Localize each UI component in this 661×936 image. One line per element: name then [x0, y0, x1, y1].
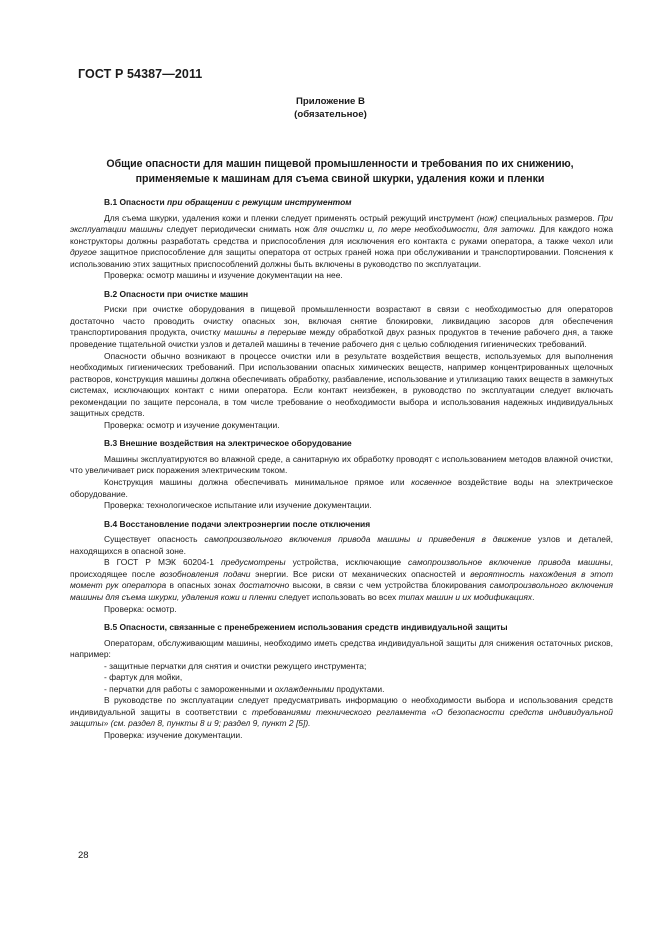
paragraph: В руководстве по эксплуатации следует предусматривать информацию о необходимости выбора и использования средств индивидуальной защиты в соответствии с требованиями технического регламента «О безопасности средств индивидуальной защиты» (см. раздел 8, пункты 8 и 9; раздел 9, пункт 2 [5]).: [70, 695, 613, 729]
section-heading-b2: В.2 Опасности при очистке машин: [104, 288, 249, 299]
appendix-label: Приложение В: [296, 96, 365, 107]
paragraph: Операторам, обслуживающим машины, необходимо иметь средства индивидуальной защиты для снижения остаточных рисков, например:: [70, 637, 613, 660]
appendix-status: (обязательное): [294, 109, 367, 120]
section-heading-b4: В.4 Восстановление подачи электроэнергии после отключения: [104, 518, 371, 529]
paragraph: Риски при очистке оборудования в пищевой промышленности возрастают в связи с необходимостью для операторов достаточно часто проводить очистку опасных зон, включая снятие блокировки, ликвидацию засоров для обеспечения транспортирования продукта, очистку машины в перерыве между обработкой двух разных продуктов в течение рабочего дня, а также проведение тщательной очистки узлов и деталей машины в течение рабочего дня с целью соблюдения гигиенических требований.: [70, 304, 613, 350]
verification-note: Проверка: осмотр машины и изучение документации на нее.: [104, 270, 343, 281]
document-body: [70, 197, 613, 742]
appendix-title-line1: Общие опасности для машин пищевой промышленности и требования по их снижению,: [106, 158, 574, 170]
appendix-title-line2: применяемые к машинам для съема свиной шкурки, удаления кожи и пленки: [135, 172, 545, 185]
list-item: - перчатки для работы с замороженными и охлажденными продуктами.: [104, 683, 385, 694]
standard-designation: ГОСТ Р 54387—2011: [78, 67, 203, 81]
paragraph: Существует опасность самопроизвольного включения привода машины и приведения в движение узлов и деталей, находящихся в опасной зоне.: [70, 534, 614, 556]
paragraph: Опасности обычно возникают в процессе очистки или в результате воздействия веществ, используемых для выполнения необходимых гигиенических требований. При использовании опасных химических веществ, например концентрированных щелочных растворов, конструкция машины должна обеспечивать обработку, разбавление, использование и утилизацию таких веществ в замкнутых системах, исключающих контакт с ними оператора. Если контакт неизбежен, в руководство по эксплуатации следует включать рекомендации по защите персонала, в том числе требование о необходимости выбора и использования надежных индивидуальных защитных средств.: [70, 350, 613, 419]
verification-note: Проверка: осмотр и изучение документации.: [104, 419, 280, 430]
paragraph: В ГОСТ Р МЭК 60204-1 предусмотрены устройства, исключающие самопроизвольное включение привода машины, происходящее после возобновления подачи энергии. Все риски от механических опасностей и вероятность нахождения в этот момент рук оператора в опасных зонах достаточно высоки, в связи с чем устройства блокирования самопроизвольного включения машины для съема шкурки, удаления кожи и пленки следует использовать во всех типах машин и их модификациях.: [70, 557, 614, 602]
section-heading-b3: В.3 Внешние воздействия на электрическое оборудование: [104, 438, 352, 449]
verification-note: Проверка: осмотр.: [104, 603, 177, 614]
verification-note: Проверка: технологическое испытание или изучение документации.: [104, 500, 372, 511]
list-item: - фартук для мойки,: [104, 672, 183, 683]
paragraph: Для съема шкурки, удаления кожи и пленки следует применять острый режущий инструмент (нож) специальных размеров. При эксплуатации машины следует периодически снимать нож для очистки и, по мере необходимости, для заточки. Для каждого ножа конструкторы должны разработать средства и приспособления для исключения его контакта с руками оператора, а также чехол или другое защитное приспособление для защиты оператора от острых граней ножа при обслуживании и транспортировании. Пояснения к использованию этих защитных приспособлений должны быть включены в руководство по эксплуатации.: [70, 212, 614, 269]
page-number: 28: [78, 850, 89, 861]
section-heading-b5: В.5 Опасности, связанные с пренебрежением использования средств индивидуальной защиты: [104, 622, 508, 633]
verification-note: Проверка: изучение документации.: [104, 729, 243, 740]
list-item: - защитные перчатки для снятия и очистки режущего инструмента;: [104, 660, 367, 671]
section-heading-b1: В.1 Опасности при обращении с режущим инструментом: [104, 197, 352, 207]
paragraph: Конструкция машины должна обеспечивать минимальное прямое или косвенное воздействие воды на электрическое оборудование.: [70, 477, 613, 499]
appendix-title: [70, 157, 610, 186]
paragraph: Машины эксплуатируются во влажной среде, а санитарную их обработку проводят с использованием методов влажной очистки, что увеличивает риск поражения электрическим током.: [70, 453, 613, 476]
